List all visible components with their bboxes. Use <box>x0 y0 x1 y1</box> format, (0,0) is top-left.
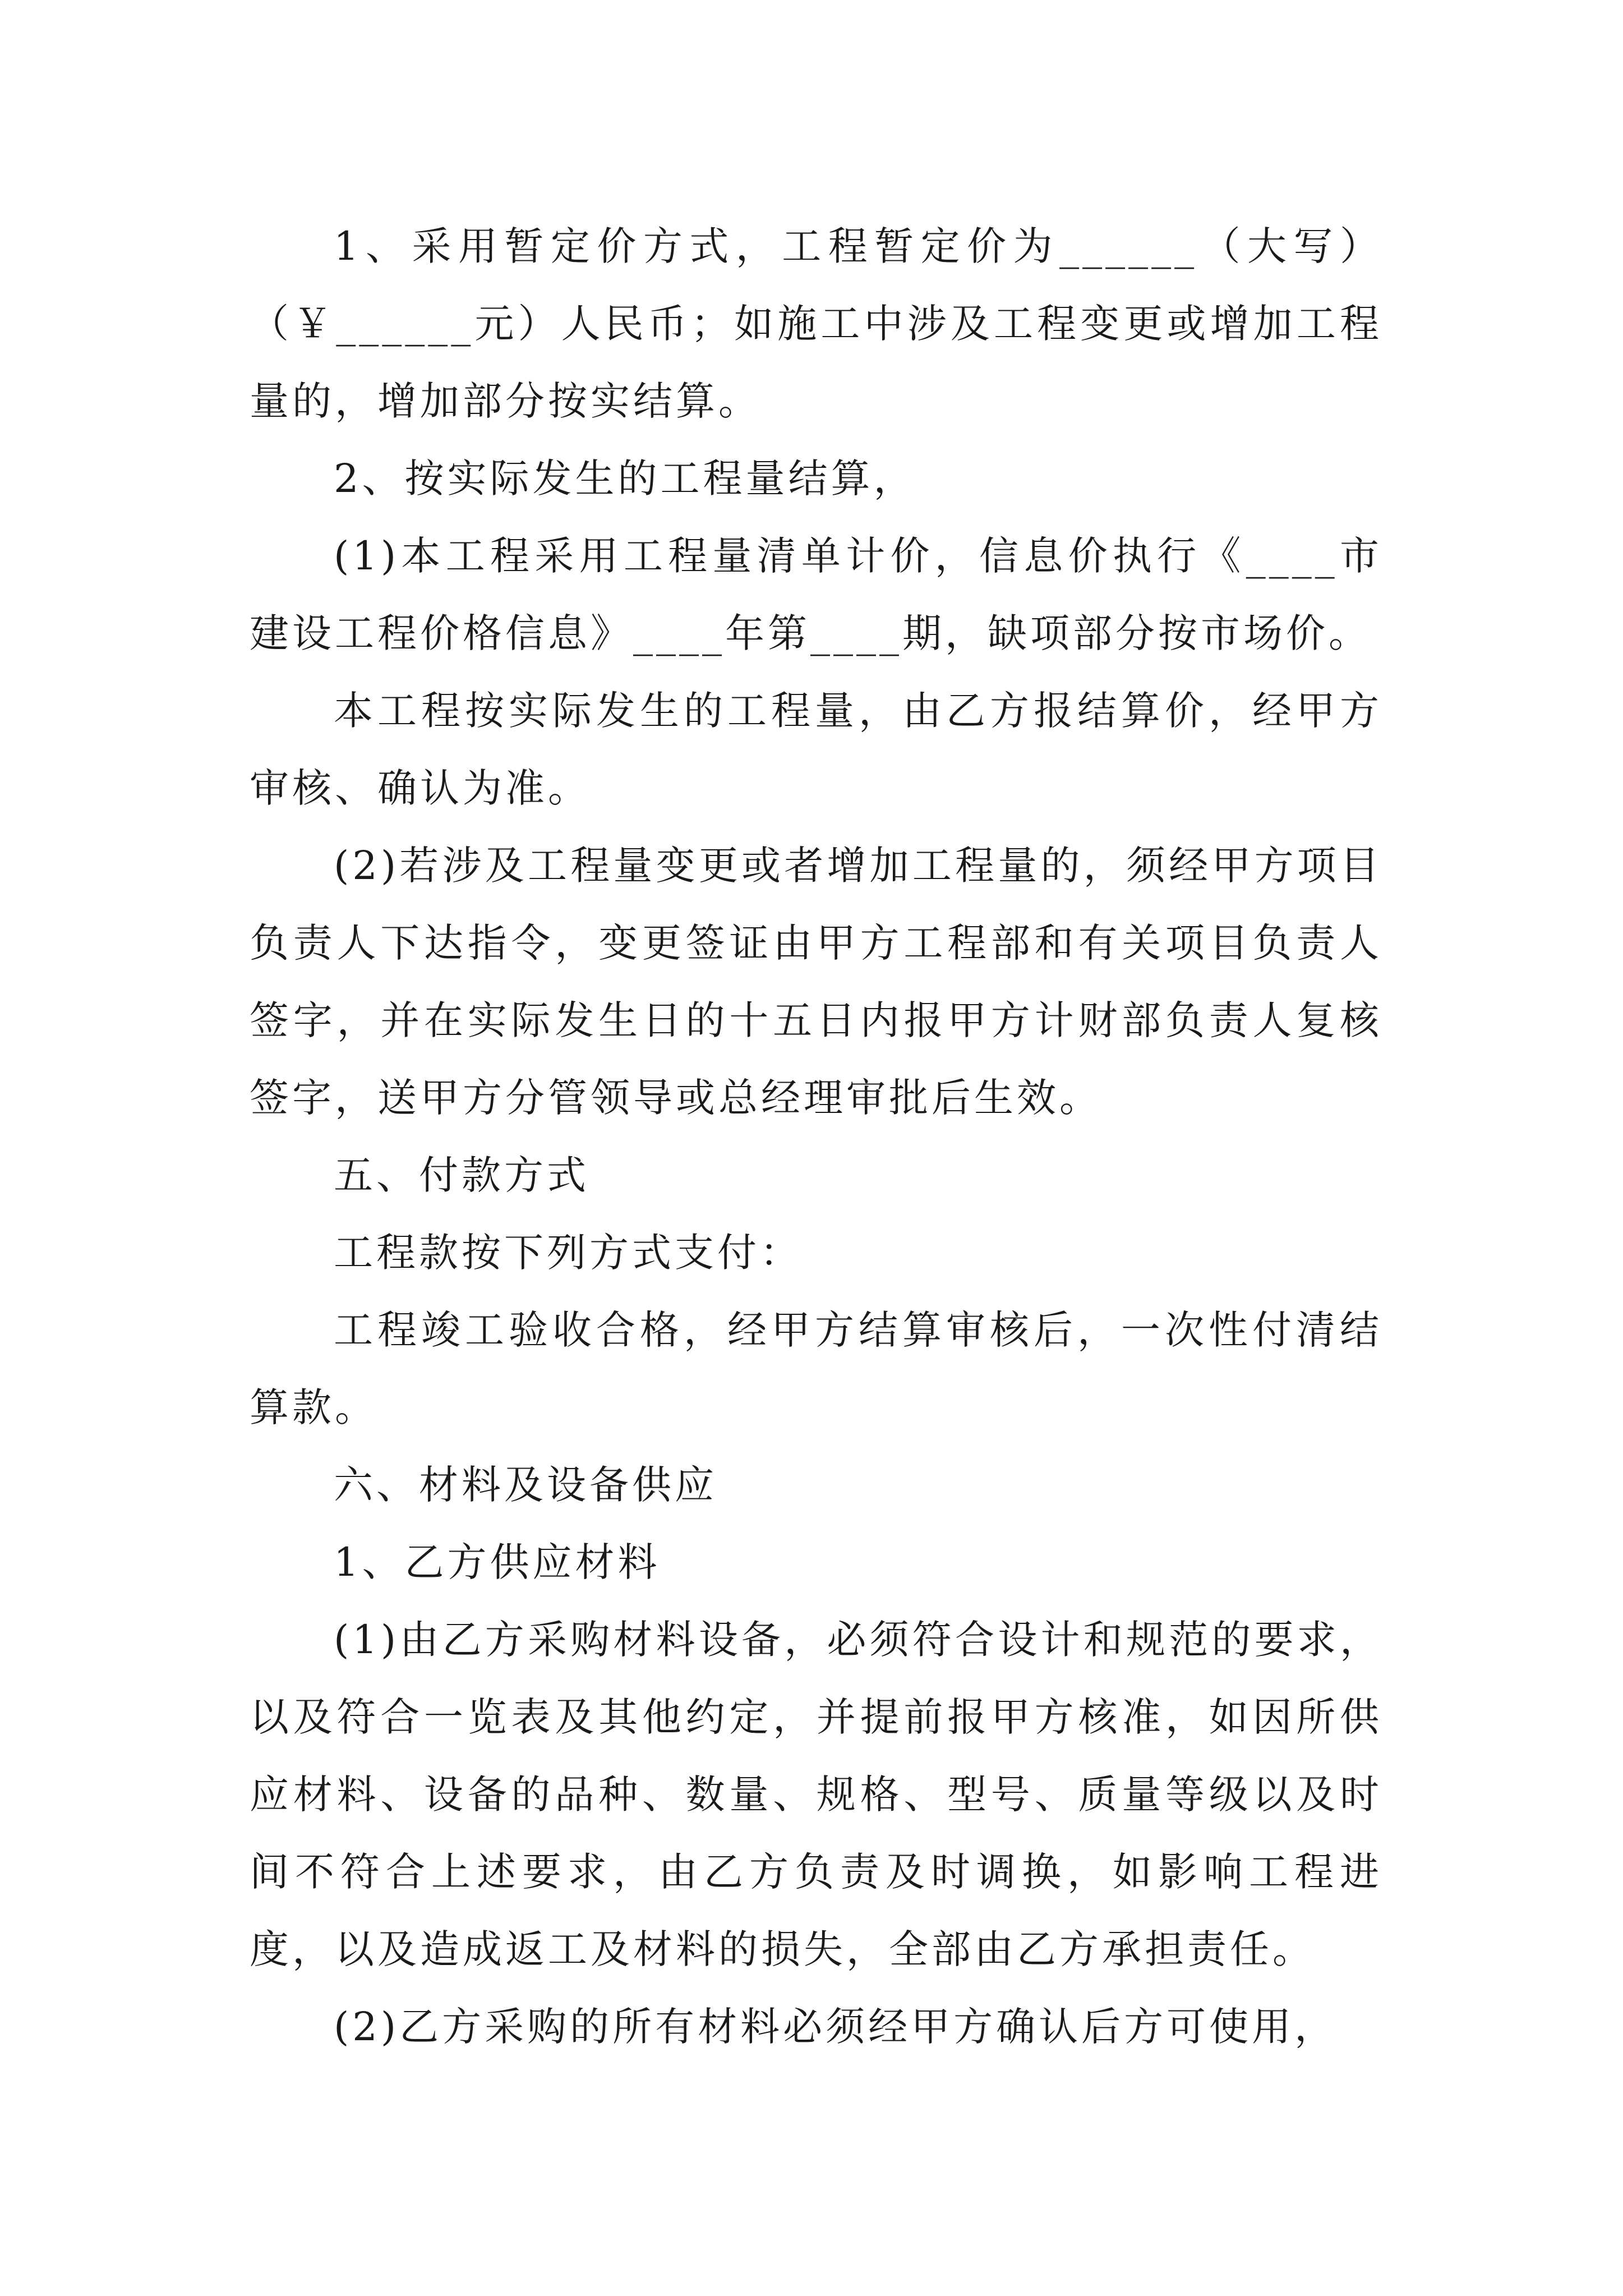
paragraph-bill-of-quantities: (1)本工程采用工程量清单计价，信息价执行《____市建设工程价格信息》____年第____期，缺项部分按市场价。 <box>250 533 1382 656</box>
subheading-contractor-materials: 1、乙方供应材料 <box>334 1539 661 1585</box>
paragraph-actual-quantity-settlement: 2、按实际发生的工程量结算， <box>334 455 916 501</box>
paragraph-material-confirmation: (2)乙方采购的所有材料必须经甲方确认后方可使用， <box>334 2004 1338 2050</box>
paragraph-provisional-price: 1、采用暂定价方式，工程暂定价为______（大写）（￥______元）人民币；如施工中涉及工程变更或增加工程量的，增加部分按实结算。 <box>250 223 1382 424</box>
paragraph-lump-sum-payment: 工程竣工验收合格，经甲方结算审核后，一次性付清结算款。 <box>250 1307 1382 1430</box>
paragraph-material-procurement: (1)由乙方采购材料设备，必须符合设计和规范的要求，以及符合一览表及其他约定，并提前报甲方核准，如因所供应材料、设备的品种、数量、规格、型号、质量等级以及时间不符合上述要求，由乙方负责及时调换，如影响工程进度，以及造成返工及材料的损失，全部由乙方承担责任。 <box>250 1617 1382 1972</box>
section-heading-materials: 六、材料及设备供应 <box>334 1462 717 1508</box>
section-heading-payment: 五、付款方式 <box>334 1152 589 1198</box>
document-body <box>250 208 1382 2065</box>
paragraph-quantity-change: (2)若涉及工程量变更或者增加工程量的，须经甲方项目负责人下达指令，变更签证由甲方工程部和有关项目负责人签字，并在实际发生日的十五日内报甲方计财部负责人复核签字，送甲方分管领导或总经理审批后生效。 <box>250 843 1382 1121</box>
paragraph-payment-method: 工程款按下列方式支付： <box>334 1230 803 1276</box>
paragraph-settlement-review: 本工程按实际发生的工程量，由乙方报结算价，经甲方审核、确认为准。 <box>250 688 1382 811</box>
